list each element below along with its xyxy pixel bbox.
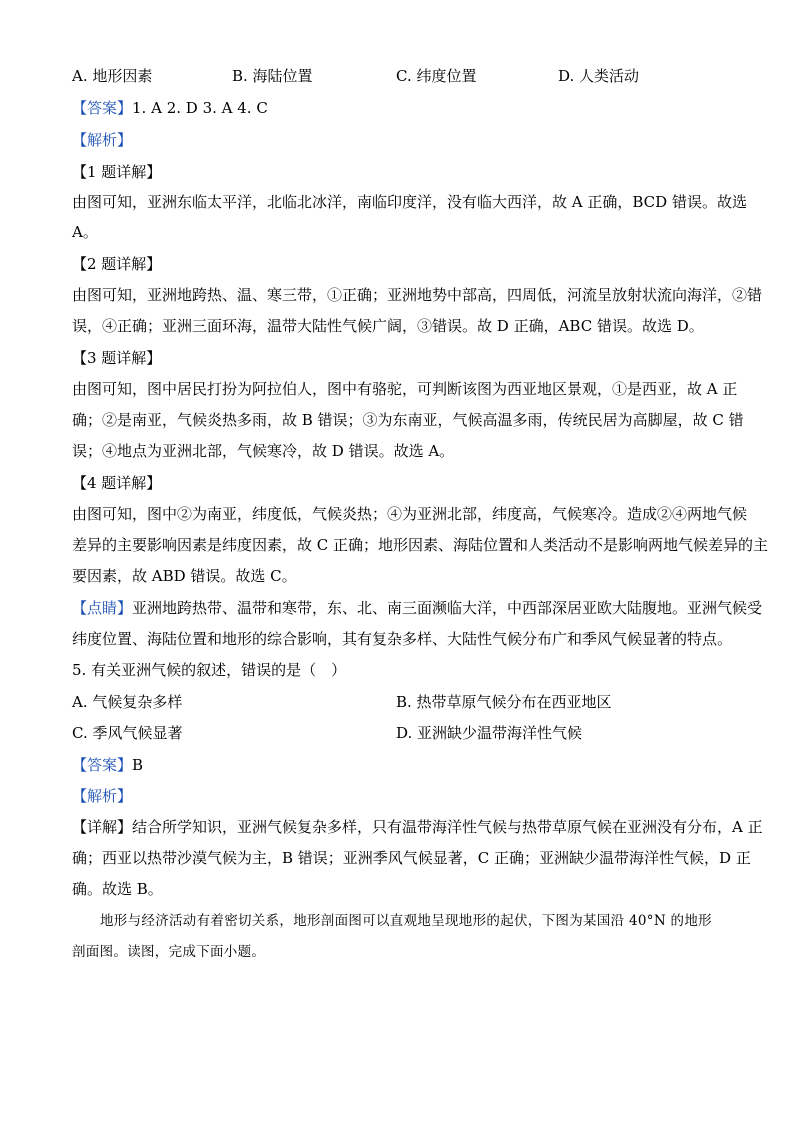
q4-heading: 【4 题详解】 [72,474,162,492]
option-d: D. 人类活动 [558,67,640,85]
q3-heading: 【3 题详解】 [72,349,162,367]
q5-answer-tag: 【答案】 [72,756,133,774]
q5-answer-line [72,755,143,775]
answer-text: 1. A 2. D 3. A 4. C [132,99,268,117]
q4-line-2: 差异的主要影响因素是纬度因素，故 C 正确；地形因素、海陆位置和人类活动不是影响两地气候差异的主 [72,536,769,554]
q5-option-a: A. 气候复杂多样 [72,693,183,711]
analysis-tag: 【解析】 [72,131,133,149]
answer-line [72,98,268,118]
dianjing-line-1 [72,598,762,618]
intro-line-1: 地形与经济活动有着密切关系，地形剖面图可以直观地呈现地形的起伏，下图为某国沿 40°N 的地形 [100,913,712,929]
q3-line-3: 误；④地点为亚洲北部，气候寒冷，故 D 错误。故选 A。 [72,442,455,460]
q3-line-1: 由图可知，图中居民打扮为阿拉伯人，图中有骆驼，可判断该图为西亚地区景观，①是西亚，故 A 正 [72,380,738,398]
q5-stem: 5. 有关亚洲气候的叙述，错误的是（ ） [72,661,347,679]
q2-heading: 【2 题详解】 [72,255,162,273]
answer-tag: 【答案】 [72,99,133,117]
q5-option-d: D. 亚洲缺少温带海洋性气候 [396,724,583,742]
option-b: B. 海陆位置 [232,67,313,85]
q5-detail-line-2: 确；西亚以热带沙漠气候为主，B 错误；亚洲季风气候显著，C 正确；亚洲缺少温带海洋性气候，D 正 [72,849,751,867]
dianjing-line-2: 纬度位置、海陆位置和地形的综合影响，其有复杂多样、大陆性气候分布广和季风气候显著的特点。 [72,630,733,648]
q2-line-2: 误，④正确；亚洲三面环海，温带大陆性气候广阔，③错误。故 D 正确，ABC 错误。故选 D。 [72,317,704,335]
dianjing-text-1: 亚洲地跨热带、温带和寒带，东、北、南三面濒临大洋，中西部深居亚欧大陆腹地。亚洲气候受 [132,599,763,617]
q4-line-1: 由图可知，图中②为南亚，纬度低，气候炎热；④为亚洲北部，纬度高，气候寒冷。造成②④两地气候 [72,505,748,523]
q5-detail-tag: 【详解】 [72,818,133,836]
q3-line-2: 确；②是南亚，气候炎热多雨，故 B 错误；③为东南亚，气候高温多雨，传统民居为高脚屋，故 C 错 [72,411,744,429]
q2-line-1: 由图可知，亚洲地跨热、温、寒三带，①正确；亚洲地势中部高，四周低，河流呈放射状流向海洋，②错 [72,286,763,304]
q5-detail-text-1: 结合所学知识，亚洲气候复杂多样，只有温带海洋性气候与热带草原气候在亚洲没有分布，A 正 [132,818,763,836]
q1-line-2: A。 [72,223,98,241]
q5-option-c: C. 季风气候显著 [72,724,183,742]
dianjing-tag: 【点睛】 [72,599,133,617]
q4-line-3: 要因素，故 ABD 错误。故选 C。 [72,567,297,585]
option-c: C. 纬度位置 [396,67,477,85]
q1-line-1: 由图可知，亚洲东临太平洋，北临北冰洋，南临印度洋，没有临大西洋，故 A 正确，BCD 错误。故选 [72,193,747,211]
q5-analysis-tag: 【解析】 [72,787,133,805]
q5-detail-line-3: 确。故选 B。 [72,880,163,898]
q1-heading: 【1 题详解】 [72,163,162,181]
q5-detail-line-1 [72,817,763,837]
q5-option-b: B. 热带草原气候分布在西亚地区 [396,693,612,711]
intro-line-2: 剖面图。读图，完成下面小题。 [72,944,266,960]
option-a: A. 地形因素 [72,67,153,85]
q5-answer: B [132,756,144,774]
